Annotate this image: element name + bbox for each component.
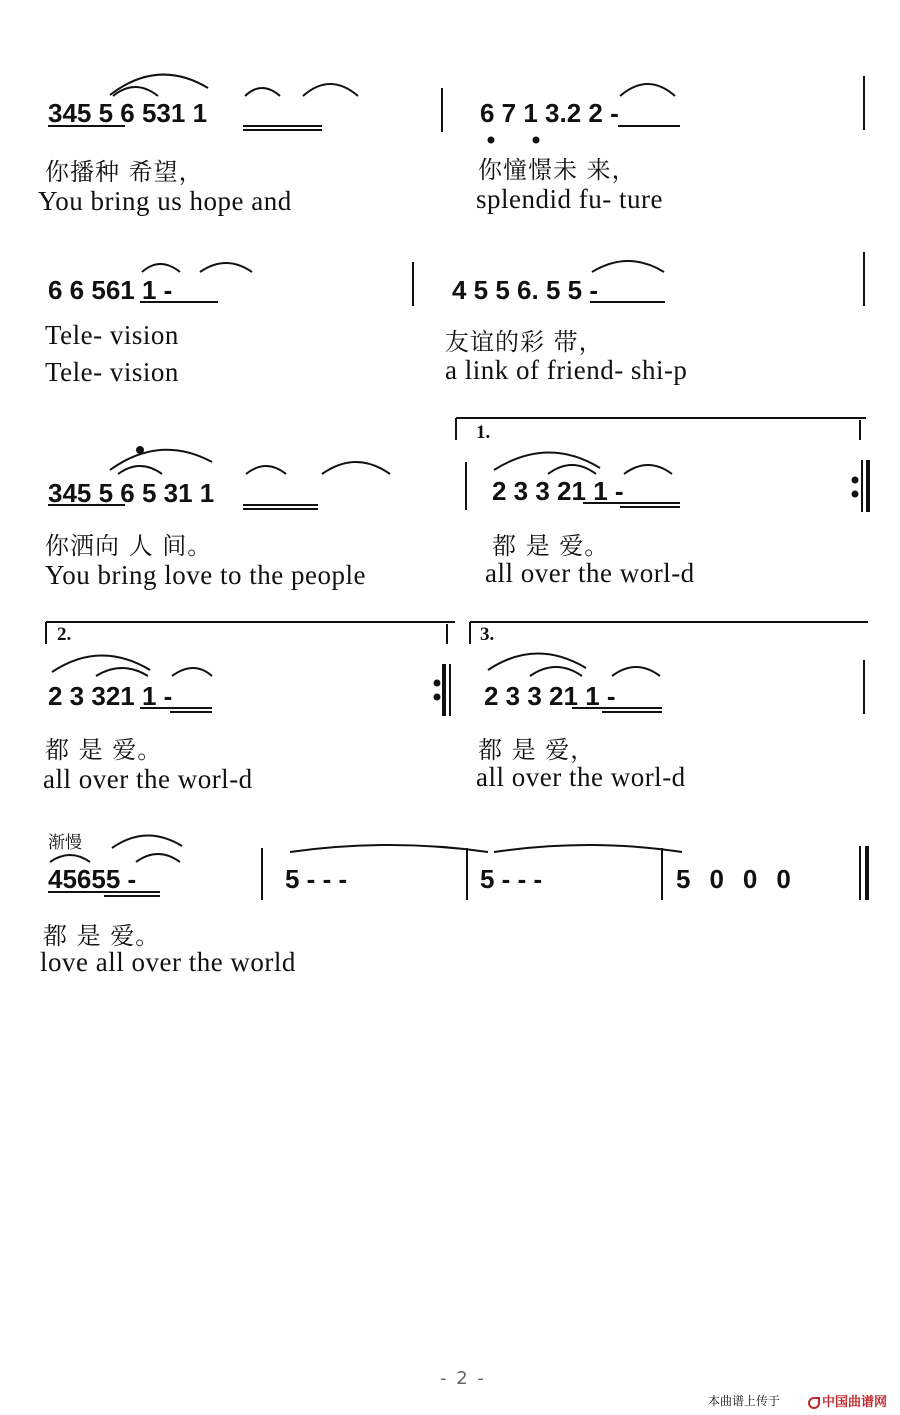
repeat-dot: [435, 695, 440, 700]
row1-lyrics-en-b: splendid fu- ture: [476, 184, 663, 214]
row5-notes-measure-a: 45655 -: [48, 864, 137, 894]
row4-lyrics-zh-a: 都 是 爱。: [45, 736, 163, 764]
slur: [488, 653, 586, 670]
row2-notes-measure-a: 6 6 561 1 -: [48, 275, 173, 305]
row3-lyrics-zh-b: 都 是 爱。: [492, 532, 610, 560]
slur: [620, 84, 675, 96]
row3-lyrics-en-b: all over the worl-d: [485, 558, 695, 588]
tie: [494, 845, 682, 852]
accent-dot: [137, 447, 143, 453]
row4-lyrics-en-b: all over the worl-d: [476, 762, 686, 792]
slur: [112, 835, 182, 848]
slur: [624, 465, 672, 474]
row1-notes-measure-a: 345 5 6 531 1: [48, 98, 208, 128]
slur: [548, 465, 596, 474]
octave-dot: [534, 138, 539, 143]
slur: [96, 668, 148, 676]
row1-lyrics-zh-b: 你憧憬未 来，: [478, 156, 637, 184]
row1-notes-measure-b: 6 7 1 3.2 2 -: [480, 98, 619, 128]
footer-logo-text: 中国曲谱网: [822, 1395, 888, 1410]
row3-volta-label: 1.: [476, 422, 491, 443]
row2-lyrics-line2-a: Tele- vision: [45, 357, 179, 387]
slur: [303, 84, 358, 96]
slur: [118, 466, 162, 474]
slur: [50, 855, 90, 862]
slur: [110, 450, 212, 470]
slur: [592, 261, 664, 272]
slur: [200, 263, 252, 272]
row2-lyrics-zh-b: 友谊的彩 带，: [445, 328, 604, 356]
row5-lyrics-zh: 都 是 爱。: [43, 922, 161, 950]
slur: [142, 264, 180, 272]
row3-lyrics-en-a: You bring love to the people: [45, 560, 366, 590]
row4-notes-measure-b: 2 3 3 21 1 -: [484, 681, 616, 711]
repeat-dot: [435, 681, 440, 686]
row2-notes-measure-b: 4 5 5 6. 5 5 -: [452, 275, 598, 305]
slur: [530, 667, 582, 676]
slur: [110, 75, 208, 95]
slur: [322, 462, 390, 474]
row3-notes-measure-a: 345 5 6 5 31 1: [48, 478, 215, 508]
page-number: - 2 -: [440, 1368, 486, 1389]
row3-lyrics-zh-a: 你洒向 人 间。: [45, 532, 213, 560]
slur: [246, 466, 286, 474]
row4-lyrics-en-a: all over the worl-d: [43, 764, 253, 794]
row4-notes-measure-a: 2 3 321 1 -: [48, 681, 173, 711]
row2-lyrics-en-b: a link of friend- shi-p: [445, 355, 688, 385]
tempo-marking: 渐慢: [48, 833, 82, 853]
row5-notes-measure-d: 5000: [676, 864, 810, 894]
row5-notes-measure-c: 5 - - -: [480, 864, 543, 894]
row1-lyrics-en-a: You bring us hope and: [38, 186, 292, 216]
repeat-dot: [853, 478, 858, 483]
footer-upload-text: 本曲谱上传于: [708, 1394, 781, 1408]
row4-volta-label-3: 3.: [480, 624, 495, 645]
slur: [612, 667, 660, 676]
row4-lyrics-zh-b: 都 是 爱，: [478, 736, 596, 764]
row5-lyrics-en: love all over the world: [40, 947, 296, 977]
row2-lyrics-line1-a: Tele- vision: [45, 320, 179, 350]
row5-notes-measure-b: 5 - - -: [285, 864, 348, 894]
slur: [136, 854, 180, 862]
octave-dot: [489, 138, 494, 143]
slur: [172, 668, 212, 676]
tie: [290, 845, 488, 852]
row1-lyrics-zh-a: 你播种 希望，: [45, 158, 204, 186]
row3-notes-measure-b: 2 3 3 21 1 -: [492, 476, 624, 506]
slur: [245, 88, 280, 96]
row4-volta-label-2: 2.: [57, 624, 72, 645]
repeat-dot: [853, 492, 858, 497]
